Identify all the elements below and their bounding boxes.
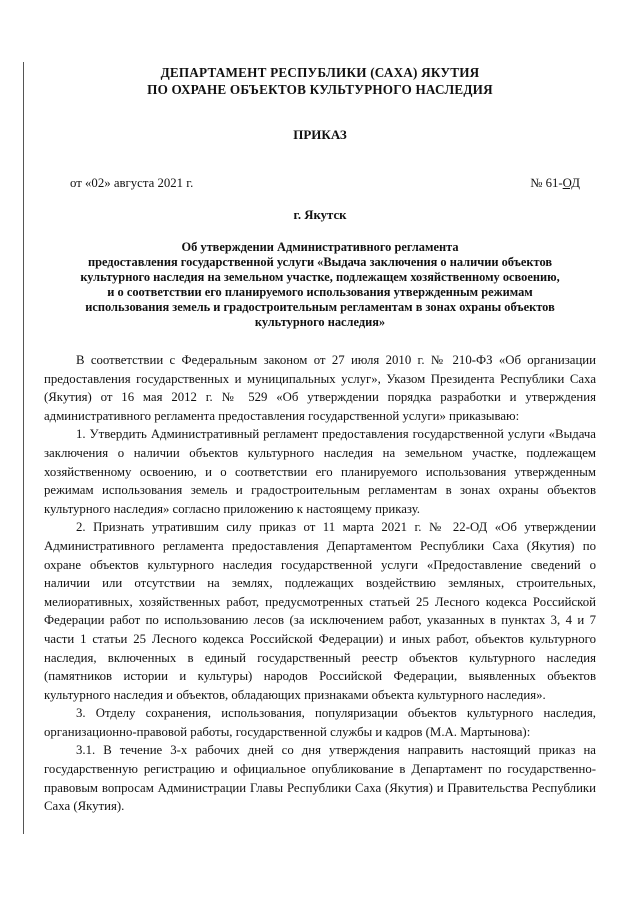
document-number-prefix: № 61-	[530, 176, 563, 190]
body-paragraph-item-2: 2. Признать утратившим силу приказ от 11 марта 2021 г. № 22-ОД «Об утверждении Административного регламента предоставления Департаментом Республики Саха (Якутия) по охране объектов культурного наследия государственной услуги «Предоставление сведений о наличии или отсутствии на землях, подлежащих воздействию земляных, строительных, мелиоративных, хозяйственных работ, предусмотренных статьей 25 Лесного кодекса Российской Федерации работ по использованию лесов (за исключением работ, указанных в пунктах 3, 4 и 7 части 1 статьи 25 Лесного кодекса Российской Федерации) и иных работ, объектов культурного наследия, включенных в единый государственный реестр объектов культурного наследия (памятников истории и культуры) народов Российской Федерации, выявленных объектов культурного наследия и объектов, обладающих признаками объекта культурного наследия».	[44, 520, 596, 702]
document-date: от «02» августа 2021 г.	[70, 176, 194, 190]
body-paragraph-item-3: 3. Отделу сохранения, использования, популяризации объектов культурного наследия, организационно-правовой работы, государственной службы и кадров (М.А. Мартынова):	[44, 706, 596, 739]
subject-line: культурного наследия на земельном участке, подлежащем хозяйственному освоению,	[80, 270, 560, 285]
subject-line: и о соответствии его планируемого использования утвержденным режимам	[107, 285, 533, 300]
document-type-title: ПРИКАЗ	[293, 127, 347, 142]
department-header	[40, 64, 600, 98]
header-line-2: ПО ОХРАНЕ ОБЪЕКТОВ КУЛЬТУРНОГО НАСЛЕДИЯ	[147, 82, 493, 97]
document-number-code: ОД	[562, 176, 580, 190]
subject-line: Об утверждении Административного регламента	[181, 240, 459, 254]
date-number-line	[70, 176, 580, 191]
document-number	[530, 176, 580, 191]
left-margin-line	[23, 62, 24, 834]
body-paragraph-preamble: В соответствии с Федеральным законом от 27 июля 2010 г. № 210-ФЗ «Об организации предоставления государственных и муниципальных услуг», Указом Президента Республики Саха (Якутия) от 16 мая 2012 г. № 529 «Об утверждении порядка разработки и утверждения административного регламента предоставления государственной услуги» приказываю:	[44, 353, 596, 423]
body-paragraph-item-1: 1. Утвердить Административный регламент предоставления государственной услуги «Выдача заключения о наличии объектов культурного наследия на земельном участке, подлежащем хозяйственному освоению, и о соответствии его планируемого использования утвержденным режимам использования земель и градостроительным регламентам в зонах охраны объектов культурного наследия» согласно приложению к настоящему приказу.	[44, 427, 596, 516]
order-subject	[46, 240, 594, 331]
subject-line: культурного наследия»	[254, 315, 386, 330]
city-name: г. Якутск	[293, 208, 347, 222]
subject-line: использования земель и градостроительным регламентам в зонах охраны объектов	[85, 300, 555, 315]
body-paragraph-item-3-1: 3.1. В течение 3-х рабочих дней со дня утверждения направить настоящий приказ на государственную регистрацию и официальное опубликование в Департамент по государственно-правовым вопросам Администрации Главы Республики Саха (Якутия) и Правительства Республики Саха (Якутия).	[44, 743, 596, 814]
header-line-1: ДЕПАРТАМЕНТ РЕСПУБЛИКИ (САХА) ЯКУТИЯ	[160, 65, 480, 80]
subject-line: предоставления государственной услуги «Выдача заключения о наличии объектов	[87, 255, 553, 270]
order-body	[44, 351, 596, 816]
